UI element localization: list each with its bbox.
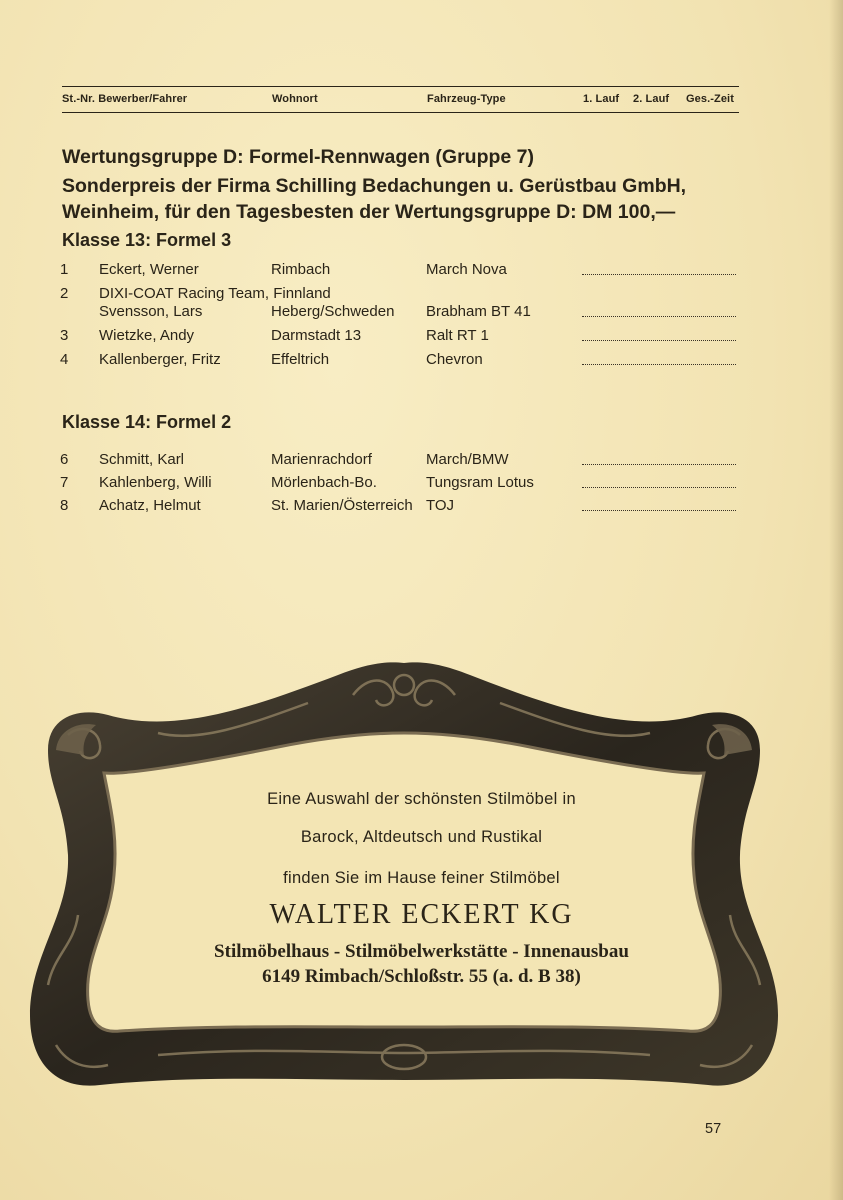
entry-number: 1 — [60, 261, 69, 278]
header-lauf2: 2. Lauf — [633, 93, 670, 105]
entry-hometown: Heberg/Schweden — [271, 303, 395, 320]
entry-time-blank — [582, 274, 736, 275]
header-lauf1: 1. Lauf — [583, 93, 620, 105]
entry-hometown: Rimbach — [271, 261, 331, 278]
ad-line-2: Barock, Altdeutsch und Rustikal — [300, 828, 543, 846]
header-nr-fahrer: St.-Nr. Bewerber/Fahrer — [62, 93, 188, 105]
ad-company-name: WALTER ECKERT KG — [269, 899, 574, 930]
entry-number: 2 — [60, 285, 69, 302]
entry-number: 3 — [60, 327, 69, 344]
table-row — [0, 327, 843, 349]
entry-time-blank — [582, 340, 736, 341]
page-number: 57 — [705, 1121, 722, 1137]
prize-line-2: Weinheim, für den Tagesbesten der Wertungsgruppe D: DM 100,— — [62, 201, 676, 223]
entry-vehicle: Brabham BT 41 — [426, 303, 531, 320]
header-fahrzeug: Fahrzeug-Type — [427, 93, 506, 105]
entry-driver: Schmitt, Karl — [99, 451, 185, 468]
entry-number: 7 — [60, 474, 69, 491]
prize-line-1: Sonderpreis der Firma Schilling Bedachungen u. Gerüstbau GmbH, — [62, 175, 687, 197]
header-wohnort: Wohnort — [272, 93, 318, 105]
entry-number: 4 — [60, 351, 69, 368]
header-gesamt: Ges.-Zeit — [686, 93, 734, 105]
page-spine-shadow — [829, 0, 843, 1200]
table-row — [0, 497, 843, 519]
entry-vehicle: March/BMW — [426, 451, 509, 468]
table-row — [0, 261, 843, 283]
ad-line-3: finden Sie im Hause feiner Stilmöbel — [283, 869, 560, 887]
header-top-rule — [62, 86, 739, 87]
entry-hometown: Darmstadt 13 — [271, 327, 362, 344]
entry-team: DIXI-COAT Racing Team, Finnland — [99, 285, 331, 302]
entry-driver: Svensson, Lars — [99, 303, 203, 320]
table-row — [0, 351, 843, 373]
table-row — [0, 451, 843, 473]
entry-hometown: Marienrachdorf — [271, 451, 372, 468]
entry-number: 6 — [60, 451, 69, 468]
entry-hometown: Effeltrich — [271, 351, 330, 368]
klasse14-title: Klasse 14: Formel 2 — [62, 412, 232, 432]
entry-hometown: St. Marien/Österreich — [271, 497, 413, 514]
entry-driver: Eckert, Werner — [99, 261, 199, 278]
entry-time-blank — [582, 316, 736, 317]
entry-driver: Kahlenberg, Willi — [99, 474, 212, 491]
entry-time-blank — [582, 487, 736, 488]
entry-hometown: Mörlenbach-Bo. — [271, 474, 377, 491]
ad-services: Stilmöbelhaus - Stilmöbelwerkstätte - Innenausbau — [214, 941, 629, 962]
ad-address: 6149 Rimbach/Schloßstr. 55 (a. d. B 38) — [262, 966, 581, 987]
entry-vehicle: TOJ — [426, 497, 455, 514]
entry-vehicle: Chevron — [426, 351, 483, 368]
table-row — [0, 303, 843, 325]
entry-time-blank — [582, 464, 736, 465]
entry-vehicle: Ralt RT 1 — [426, 327, 489, 344]
entry-vehicle: March Nova — [426, 261, 507, 278]
entry-time-blank — [582, 510, 736, 511]
entry-driver: Achatz, Helmut — [99, 497, 201, 514]
entry-number: 8 — [60, 497, 69, 514]
entry-time-blank — [582, 364, 736, 365]
group-title: Wertungsgruppe D: Formel-Rennwagen (Gruppe 7) — [62, 146, 534, 168]
ad-line-1: Eine Auswahl der schönsten Stilmöbel in — [267, 790, 576, 808]
klasse13-title: Klasse 13: Formel 3 — [62, 230, 232, 250]
entry-driver: Wietzke, Andy — [99, 327, 195, 344]
header-bottom-rule — [62, 112, 739, 113]
entry-driver: Kallenberger, Fritz — [99, 351, 221, 368]
entry-vehicle: Tungsram Lotus — [426, 474, 534, 491]
table-row — [0, 474, 843, 496]
